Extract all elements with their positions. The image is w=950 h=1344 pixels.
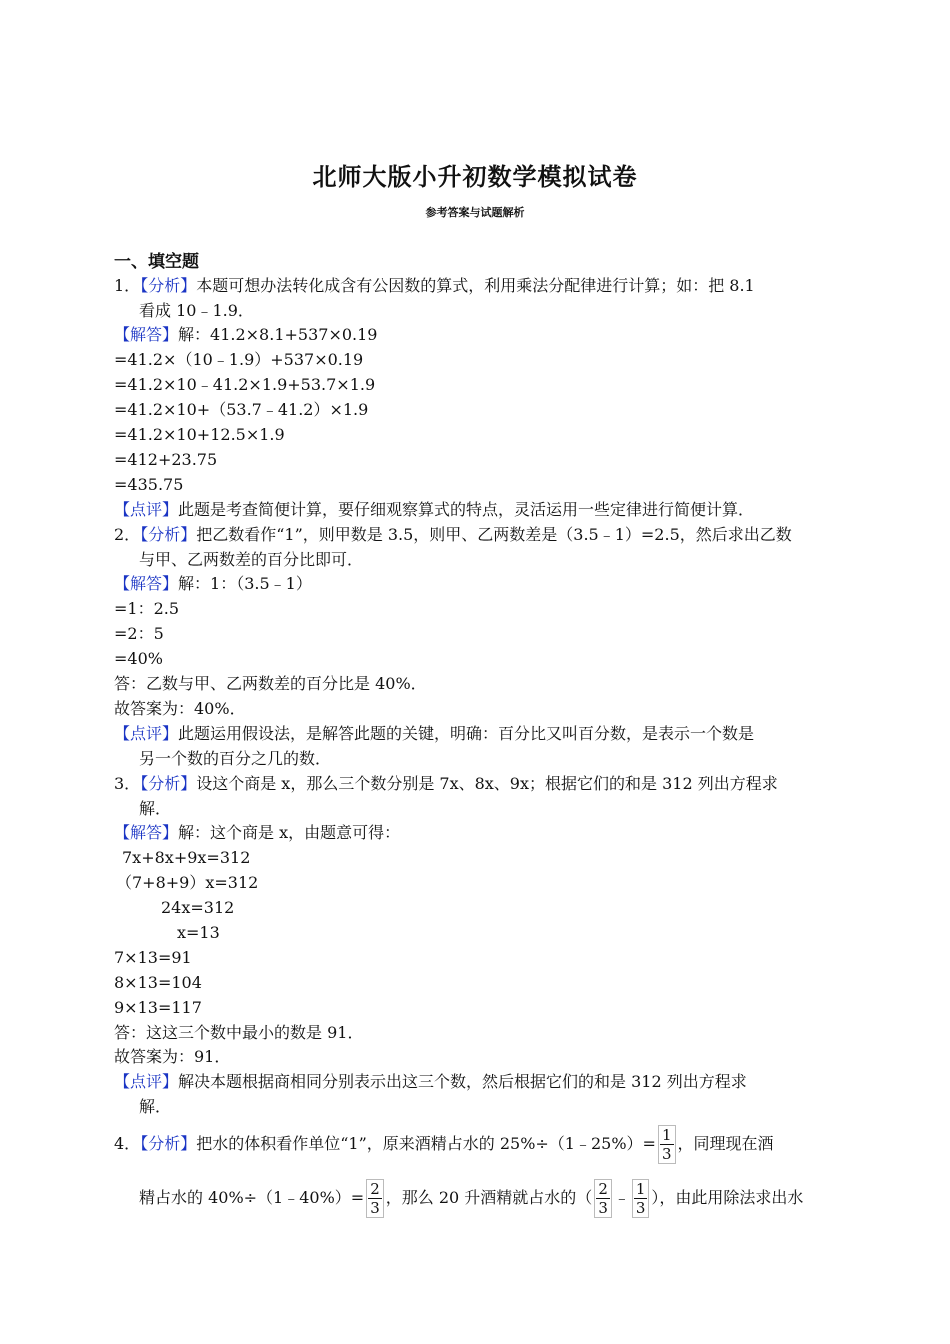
q3-analysis-cont: 解． xyxy=(139,799,172,818)
q3-step: 答：这这三个数中最小的数是 91． xyxy=(114,1023,364,1042)
section-heading: 一、填空题 xyxy=(114,252,199,272)
q2-step: =1：2.5 xyxy=(114,599,180,618)
q3-comment-text: 解决本题根据商相同分别表示出这三个数，然后根据它们的和是 312 列出方程求 xyxy=(178,1072,747,1091)
q2-comment-line xyxy=(114,722,754,746)
q2-analysis-text: 把乙数看作“1”，则甲数是 3.5，则甲、乙两数差是（3.5﹣1）=2.5，然后求出乙数 xyxy=(196,525,792,544)
q3-answer-line xyxy=(114,821,400,845)
q1-analysis-line xyxy=(114,274,755,298)
q1-step: =41.2×10+12.5×1.9 xyxy=(114,425,285,444)
q3-equation: x=13 xyxy=(177,923,220,942)
fraction-two-thirds: $\frac{2}{3}$ xyxy=(366,1179,384,1218)
q3-step: 8×13=104 xyxy=(114,973,202,992)
q3-equation: 24x=312 xyxy=(161,898,235,917)
q2-step: =40% xyxy=(114,649,163,668)
q4-analysis-line xyxy=(114,1122,774,1166)
q3-analysis-text: 设这个商是 x，那么三个数分别是 7x、8x、9x；根据它们的和是 312 列出方程求 xyxy=(196,774,778,793)
q2-analysis-line xyxy=(114,523,792,547)
q4-analysis-text: ，那么 20 升酒精就占水的（ xyxy=(385,1188,593,1207)
q4-number: 4． xyxy=(114,1134,141,1153)
q2-comment-cont: 另一个数的百分之几的数． xyxy=(139,749,332,768)
q1-step: =41.2×10﹣41.2×1.9+53.7×1.9 xyxy=(114,375,376,394)
q3-analysis-tag: 【分析】 xyxy=(140,774,197,793)
q1-comment-tag: 【点评】 xyxy=(114,500,179,519)
q1-step: =41.2×（10﹣1.9）+537×0.19 xyxy=(114,350,364,369)
q2-step: =2：5 xyxy=(114,624,164,643)
q3-comment-cont: 解． xyxy=(139,1097,172,1116)
q1-analysis-text: 本题可想办法转化成含有公因数的算式，利用乘法分配律进行计算；如：把 8.1 xyxy=(196,276,755,295)
q3-number: 3． xyxy=(114,774,141,793)
q4-analysis-text-end: ），由此用除法求出水 xyxy=(651,1188,804,1207)
q1-answer-tag: 【解答】 xyxy=(114,325,179,344)
q3-equation: （7+8+9）x=312 xyxy=(116,873,259,892)
fraction-one-third: $\frac{1}{3}$ xyxy=(658,1125,676,1164)
q4-analysis-cont xyxy=(139,1176,803,1220)
q1-step: =41.2×10+（53.7﹣41.2）×1.9 xyxy=(114,400,369,419)
fraction-one-third: $\frac{1}{3}$ xyxy=(632,1179,650,1218)
q4-analysis-text: 精占水的 40%÷（1﹣40%）= xyxy=(139,1188,365,1207)
q3-analysis-line xyxy=(114,772,778,796)
q4-analysis-text: 把水的体积看作单位“1”，原来酒精占水的 25%÷（1﹣25%）= xyxy=(196,1134,656,1153)
q1-analysis-tag: 【分析】 xyxy=(140,276,197,295)
q3-step: 7×13=91 xyxy=(114,948,192,967)
q3-comment-tag: 【点评】 xyxy=(114,1072,179,1091)
q2-answer-tag: 【解答】 xyxy=(114,574,179,593)
q1-step: =435.75 xyxy=(114,475,184,494)
q3-step: 9×13=117 xyxy=(114,998,202,1017)
q2-step: 故答案为：40%． xyxy=(114,699,246,718)
q2-analysis-tag: 【分析】 xyxy=(140,525,197,544)
page-title: 北师大版小升初数学模拟试卷 xyxy=(312,163,638,191)
q2-answer-line xyxy=(114,572,312,596)
q4-analysis-tag: 【分析】 xyxy=(140,1134,197,1153)
q4-analysis-text-end: ，同理现在酒 xyxy=(677,1134,774,1153)
q2-answer-head: 解：1：（3.5﹣1） xyxy=(178,574,312,593)
q3-comment-line xyxy=(114,1070,747,1094)
q3-answer-tag: 【解答】 xyxy=(114,823,179,842)
q2-comment-text: 此题运用假设法，是解答此题的关键，明确：百分比又叫百分数，是表示一个数是 xyxy=(178,724,755,743)
q1-comment-text: 此题是考查简便计算，要仔细观察算式的特点，灵活运用一些定律进行简便计算． xyxy=(178,500,755,519)
q1-step: =412+23.75 xyxy=(114,450,218,469)
minus-sign: ﹣ xyxy=(613,1188,630,1207)
q2-number: 2． xyxy=(114,525,141,544)
q1-answer-head: 解：41.2×8.1+537×0.19 xyxy=(178,325,378,344)
q3-equation: 7x+8x+9x=312 xyxy=(122,848,251,867)
q1-comment-line xyxy=(114,498,754,522)
fraction-two-thirds: $\frac{2}{3}$ xyxy=(594,1179,612,1218)
q2-step: 答：乙数与甲、乙两数差的百分比是 40%． xyxy=(114,674,427,693)
q1-answer-line xyxy=(114,323,377,347)
q1-number: 1． xyxy=(114,276,141,295)
page-subtitle: 参考答案与试题解析 xyxy=(425,206,525,219)
q3-answer-head: 解：这个商是 x，由题意可得： xyxy=(178,823,401,842)
q2-comment-tag: 【点评】 xyxy=(114,724,179,743)
q2-analysis-cont: 与甲、乙两数差的百分比即可． xyxy=(139,550,364,569)
q1-analysis-cont: 看成 10﹣1.9． xyxy=(139,301,254,320)
q3-step: 故答案为：91． xyxy=(114,1047,231,1066)
